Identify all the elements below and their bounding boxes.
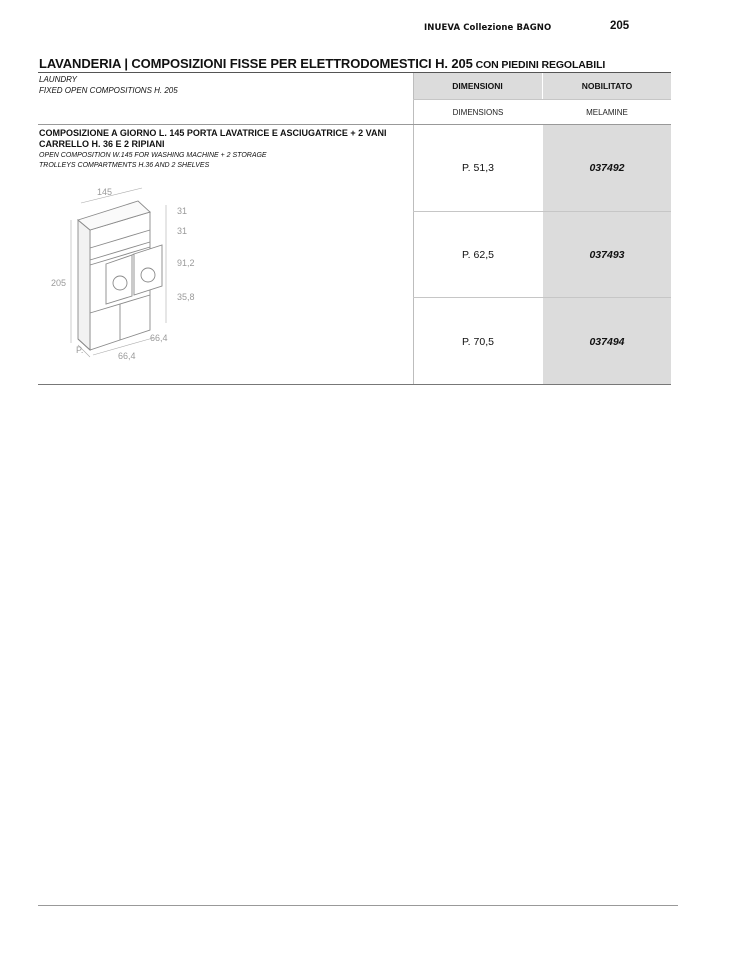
header-dimensioni: DIMENSIONI (413, 73, 542, 99)
section-title-suffix: CON PIEDINI REGOLABILI (472, 59, 606, 71)
drawing-h1-label: 31 (177, 206, 188, 216)
row-2-dimension: P. 62,5 (462, 249, 494, 261)
drawing-depth-bottom-label: 66,4 (118, 351, 136, 361)
item-description-en (39, 151, 409, 170)
item-description-line1: OPEN COMPOSITION W.145 FOR WASHING MACHINE + 2 STORAGE (39, 152, 267, 159)
item-description-line2: TROLLEYS COMPARTMENTS H.36 AND 2 SHELVES (39, 161, 210, 169)
drawing-h4-label: 35,8 (177, 292, 195, 302)
section-subtitle-fixed: FIXED OPEN COMPOSITIONS H. 205 (39, 86, 178, 95)
header-nobilitato: NOBILITATO (543, 73, 671, 99)
section-title (39, 56, 605, 71)
row-divider-2 (413, 297, 671, 298)
row-1-dimension: P. 51,3 (462, 162, 494, 174)
footer-rule (38, 905, 678, 906)
drawing-width-label: 145 (97, 187, 113, 197)
section-title-main: LAVANDERIA | COMPOSIZIONI FISSE PER ELETTRODOMESTICI H. 205 (39, 56, 473, 71)
section-subtitle-laundry: LAUNDRY (39, 75, 77, 84)
row-1-code: 037492 (589, 162, 625, 174)
drawing-depth-inner-label: 66,4 (150, 333, 168, 343)
item-title: COMPOSIZIONE A GIORNO L. 145 PORTA LAVATRICE E ASCIUGATRICE + 2 VANI CARRELLO H. 36 E 2 RIPIANI (39, 128, 387, 149)
page-number: 205 (610, 20, 630, 32)
table-header-rule (38, 124, 671, 125)
drawing-depth-p-label: P. (76, 345, 84, 355)
row-3-dimension: P. 70,5 (462, 336, 494, 348)
collection-label: INUEVA Collezione BAGNO (424, 23, 552, 33)
row-3-code: 037494 (589, 336, 625, 348)
row-2-code: 037493 (589, 249, 625, 261)
drawing-height-label: 205 (51, 278, 67, 288)
cabinet-drawing (45, 183, 215, 368)
drawing-h2-label: 31 (177, 226, 188, 236)
row-divider-1 (413, 211, 671, 212)
header-dimensions-en: DIMENSIONS (452, 107, 504, 117)
header-divider (413, 99, 671, 100)
drawing-h3-label: 91,2 (177, 258, 195, 268)
table-bottom-rule (38, 384, 671, 385)
header-melamine-en: MELAMINE (543, 100, 671, 124)
